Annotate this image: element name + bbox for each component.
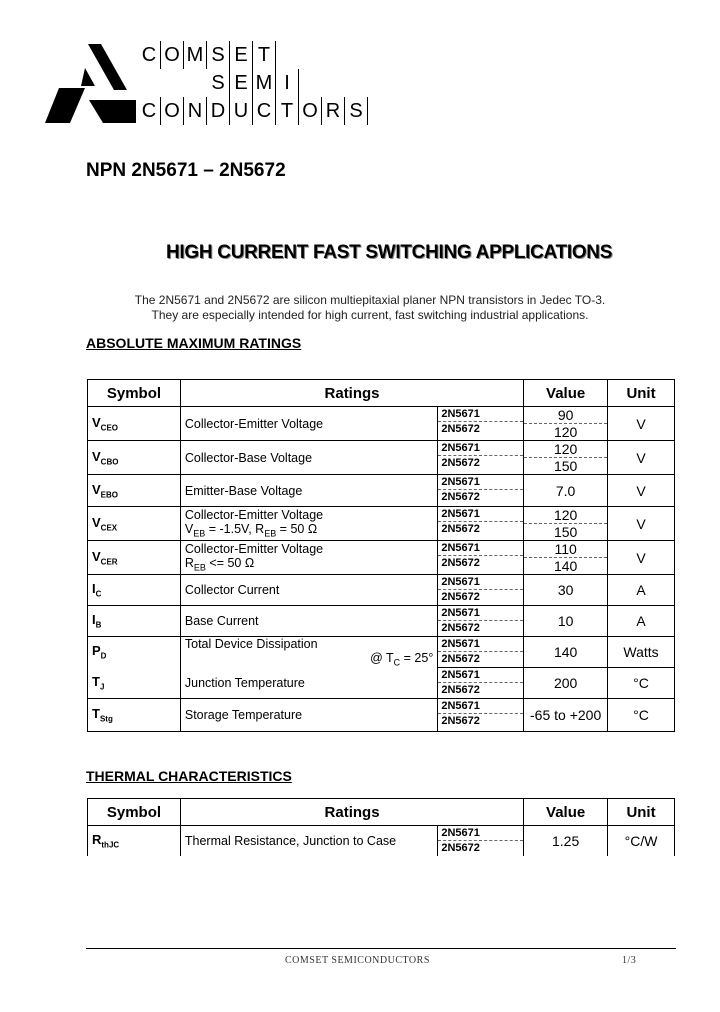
symbol-cell: $P_D$ [88,637,181,668]
table-row [88,606,675,637]
unit-cell: V [608,475,675,507]
value-cell: 30 [524,575,608,606]
table-row [88,637,675,668]
header-ratings: Ratings [180,380,523,407]
part-number: 2N5671 [438,668,523,683]
logo-letter: I [276,69,299,97]
value-cell: 120 150 [524,507,608,541]
header-value: Value [524,380,608,407]
part-number: 2N5671 [438,575,523,590]
footer-divider [86,948,676,949]
logo-letter: T [253,41,276,69]
rating-condition: $R_{EB} <= 50$ Ω [184,556,255,573]
part-number: 2N5672 [441,653,480,665]
value-cell: 140 [524,637,608,668]
thermal-table [87,798,675,856]
value-cell: 120 150 [524,441,608,475]
part-cell [438,699,524,732]
logo-row-1 [138,41,276,69]
footer-page-number: 1/3 [622,955,637,966]
rating-cell [180,637,437,668]
part-number: 2N5672 [441,591,480,603]
table-row [88,826,675,857]
part-cell [438,475,524,507]
page-title: NPN 2N5671 – 2N5672 [86,160,286,181]
header-unit: Unit [608,799,675,826]
table-row [88,507,675,541]
part-number: 2N5672 [441,491,480,503]
part-number: 2N5672 [441,842,480,854]
header-symbol: Symbol [88,799,181,826]
logo-letter: O [161,97,184,125]
value-cell: 200 [524,668,608,699]
part-cell [438,637,524,668]
thermal-heading: THERMAL CHARACTERISTICS [86,768,292,784]
header-ratings: Ratings [180,799,523,826]
logo-letter: C [138,97,161,125]
logo-row-3 [138,97,368,125]
logo-letter: O [299,97,322,125]
unit-cell: V [608,407,675,441]
description-line-2: They are especially intended for high current, fast switching industrial applications. [151,308,589,322]
part-cell [438,668,524,699]
rating-cell: Junction Temperature [180,668,437,699]
rating-text: Collector-Emitter Voltage [184,542,324,557]
page-subtitle: HIGH CURRENT FAST SWITCHING APPLICATIONS [166,242,613,263]
header-unit: Unit [608,380,675,407]
part-cell [438,826,524,857]
table-row [88,575,675,606]
unit-cell: Watts [608,637,675,668]
logo-letter: M [184,41,207,69]
table-row [88,407,675,441]
rating-cell: Emitter-Base Voltage [180,475,437,507]
rating-cell [180,541,437,575]
part-number: 2N5672 [441,715,480,727]
rating-cell: Collector-Base Voltage [180,441,437,475]
value-cell: 110 140 [524,541,608,575]
symbol-cell: $V_{CEX}$ [88,507,181,541]
unit-cell: °C [608,699,675,732]
value-cell: -65 to +200 [524,699,608,732]
value-cell: 10 [524,606,608,637]
part-number: 2N5671 [438,475,523,490]
logo-letter: C [138,41,161,69]
header-symbol: Symbol [88,380,181,407]
logo-letter: C [253,97,276,125]
logo-letter: S [207,41,230,69]
part-number: 2N5671 [438,441,523,456]
table-header-row [88,799,675,826]
symbol-cell: $R_{thJC}$ [88,826,181,857]
logo-letter: M [253,69,276,97]
unit-cell: V [608,541,675,575]
table-row [88,541,675,575]
part-cell [438,541,524,575]
symbol-cell: $I_C$ [88,575,181,606]
rating-cell: Thermal Resistance, Junction to Case [180,826,437,857]
symbol-cell: $V_{CBO}$ [88,441,181,475]
logo-letter: E [230,41,253,69]
rating-text: Total Device Dissipation [184,637,318,651]
part-number: 2N5671 [438,826,523,841]
value-cell: 7.0 [524,475,608,507]
unit-cell: V [608,441,675,475]
part-number: 2N5671 [438,407,523,422]
table-header-row [88,380,675,407]
unit-cell: °C/W [608,826,675,857]
unit-cell: °C [608,668,675,699]
part-cell [438,507,524,541]
rating-condition: $V_{EB} = -1.5V$, $R_{EB} = 50$ Ω [184,522,318,539]
abs-max-table [87,379,675,732]
symbol-cell: $I_B$ [88,606,181,637]
logo-letter: O [161,41,184,69]
part-number: 2N5672 [441,523,480,535]
value-cell: 1.25 [524,826,608,857]
symbol-cell: $V_{EBO}$ [88,475,181,507]
part-number: 2N5672 [441,557,480,569]
rating-cell: Collector-Emitter Voltage [180,407,437,441]
table-row [88,475,675,507]
part-number: 2N5671 [438,507,523,522]
rating-cell: Storage Temperature [180,699,437,732]
unit-cell: V [608,507,675,541]
logo-letter: T [276,97,299,125]
logo-letter: E [230,69,253,97]
part-number: 2N5671 [438,606,523,621]
rating-cell [180,507,437,541]
header-value: Value [524,799,608,826]
footer-company: COMSET SEMICONDUCTORS [285,955,430,966]
value-cell: 90 120 [524,407,608,441]
part-number: 2N5672 [441,684,480,696]
symbol-cell: $V_{CEO}$ [88,407,181,441]
part-cell [438,407,524,441]
comset-logo-icon [45,44,137,124]
part-number: 2N5671 [438,541,523,556]
part-cell [438,606,524,637]
table-row [88,441,675,475]
part-number: 2N5672 [441,423,480,435]
description-line-1: The 2N5671 and 2N5672 are silicon multiepitaxial planer NPN transistors in Jedec TO-3. [134,293,606,307]
logo-letter: D [207,97,230,125]
part-number: 2N5672 [441,457,480,469]
table-row [88,668,675,699]
part-cell [438,441,524,475]
part-number: 2N5671 [438,637,523,652]
unit-cell: A [608,606,675,637]
symbol-cell: $V_{CER}$ [88,541,181,575]
logo-letter: S [345,97,368,125]
logo-letter: N [184,97,207,125]
abs-max-heading: ABSOLUTE MAXIMUM RATINGS [86,335,302,351]
symbol-cell: $T_J$ [88,668,181,699]
rating-cell: Collector Current [180,575,437,606]
part-number: 2N5671 [438,699,523,714]
logo-letter: S [207,69,230,97]
logo-letter: U [230,97,253,125]
rating-condition: @ $T_C = 25^\circ$ [370,651,434,668]
logo-row-2 [207,69,299,97]
table-row [88,699,675,732]
part-number: 2N5672 [441,622,480,634]
part-cell [438,575,524,606]
rating-text: Collector-Emitter Voltage [184,508,324,523]
rating-cell: Base Current [180,606,437,637]
unit-cell: A [608,575,675,606]
symbol-cell: $T_{Stg}$ [88,699,181,732]
logo-letter: R [322,97,345,125]
